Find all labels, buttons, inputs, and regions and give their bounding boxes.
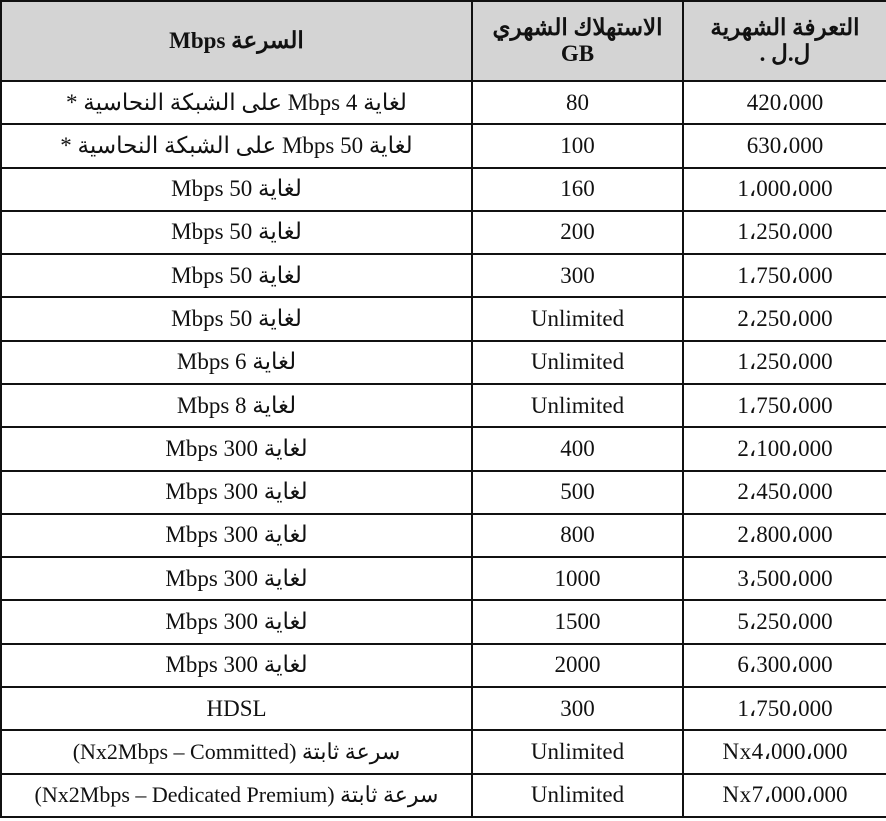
table-row [1,211,886,254]
header-usage-line2: GB [560,41,595,66]
usage-cell: 300 [472,687,683,730]
usage-cell: 500 [472,471,683,514]
usage-cell: 160 [472,168,683,211]
speed-cell: لغاية 8 Mbps [1,384,472,427]
table-row [1,297,886,340]
speed-cell: Mbps لغاية 50 [1,211,472,254]
speed-cell: Mbps لغاية 50 [1,254,472,297]
usage-cell: 300 [472,254,683,297]
price-cell: 420،000 [683,81,886,124]
table-row [1,254,886,297]
price-cell: 1،250،000 [683,211,886,254]
table-row [1,168,886,211]
price-cell: 5،250،000 [683,600,886,643]
speed-cell: لغاية 300 Mbps [1,644,472,687]
speed-cell: لغاية 50 Mbps على الشبكة النحاسية * [1,124,472,167]
price-cell: 1،750،000 [683,384,886,427]
table-row [1,341,886,384]
usage-cell: Unlimited [472,341,683,384]
speed-cell: لغاية 300 Mbps [1,557,472,600]
table-row [1,557,886,600]
table-row [1,644,886,687]
speed-cell: سرعة ثابتة (Nx2Mbps – Committed) [1,730,472,773]
price-cell: 6،300،000 [683,644,886,687]
price-cell: 1،250،000 [683,341,886,384]
price-cell: 1،000،000 [683,168,886,211]
price-cell: 2،250،000 [683,297,886,340]
header-speed: Mbps السرعة [1,1,472,81]
usage-cell: 1500 [472,600,683,643]
price-cell: 2،450،000 [683,471,886,514]
table-row [1,124,886,167]
speed-cell: لغاية 300 Mbps [1,600,472,643]
header-monthly-usage [472,1,683,81]
usage-cell: 400 [472,427,683,470]
header-price-line2: . ل.ل [759,41,811,66]
price-cell: 1،750،000 [683,254,886,297]
speed-cell: لغاية 4 Mbps على الشبكة النحاسية * [1,81,472,124]
price-cell: 2،100،000 [683,427,886,470]
price-cell: Nx4،000،000 [683,730,886,773]
table-row [1,600,886,643]
table-row [1,730,886,773]
usage-cell: 1000 [472,557,683,600]
header-monthly-price [683,1,886,81]
table-row [1,687,886,730]
speed-cell: لغاية 6 Mbps [1,341,472,384]
price-cell: 2،800،000 [683,514,886,557]
price-cell: Nx7،000،000 [683,774,886,818]
table-row [1,514,886,557]
usage-cell: 200 [472,211,683,254]
price-cell: 630،000 [683,124,886,167]
header-usage-line1: الاستهلاك الشهري [492,14,663,40]
table-row [1,774,886,818]
usage-cell: 80 [472,81,683,124]
table-header-row [1,1,886,81]
usage-cell: 2000 [472,644,683,687]
speed-cell: HDSL [1,687,472,730]
table-row [1,427,886,470]
price-cell: 1،750،000 [683,687,886,730]
speed-cell: Mbps لغاية 300 [1,471,472,514]
usage-cell: Unlimited [472,384,683,427]
table-row [1,384,886,427]
speed-cell: لغاية 300 Mbps [1,514,472,557]
usage-cell: Unlimited [472,297,683,340]
table-row [1,471,886,514]
speed-cell: لغاية 50 Mbps [1,168,472,211]
usage-cell: Unlimited [472,730,683,773]
usage-cell: Unlimited [472,774,683,818]
usage-cell: 100 [472,124,683,167]
usage-cell: 800 [472,514,683,557]
speed-cell: سرعة ثابتة (Nx2Mbps – Dedicated Premium) [1,774,472,818]
table-row [1,81,886,124]
speed-cell: لغاية 50 Mbps [1,297,472,340]
price-cell: 3،500،000 [683,557,886,600]
header-price-line1: التعرفة الشهرية [710,14,860,40]
speed-cell: لغاية 300 Mbps [1,427,472,470]
